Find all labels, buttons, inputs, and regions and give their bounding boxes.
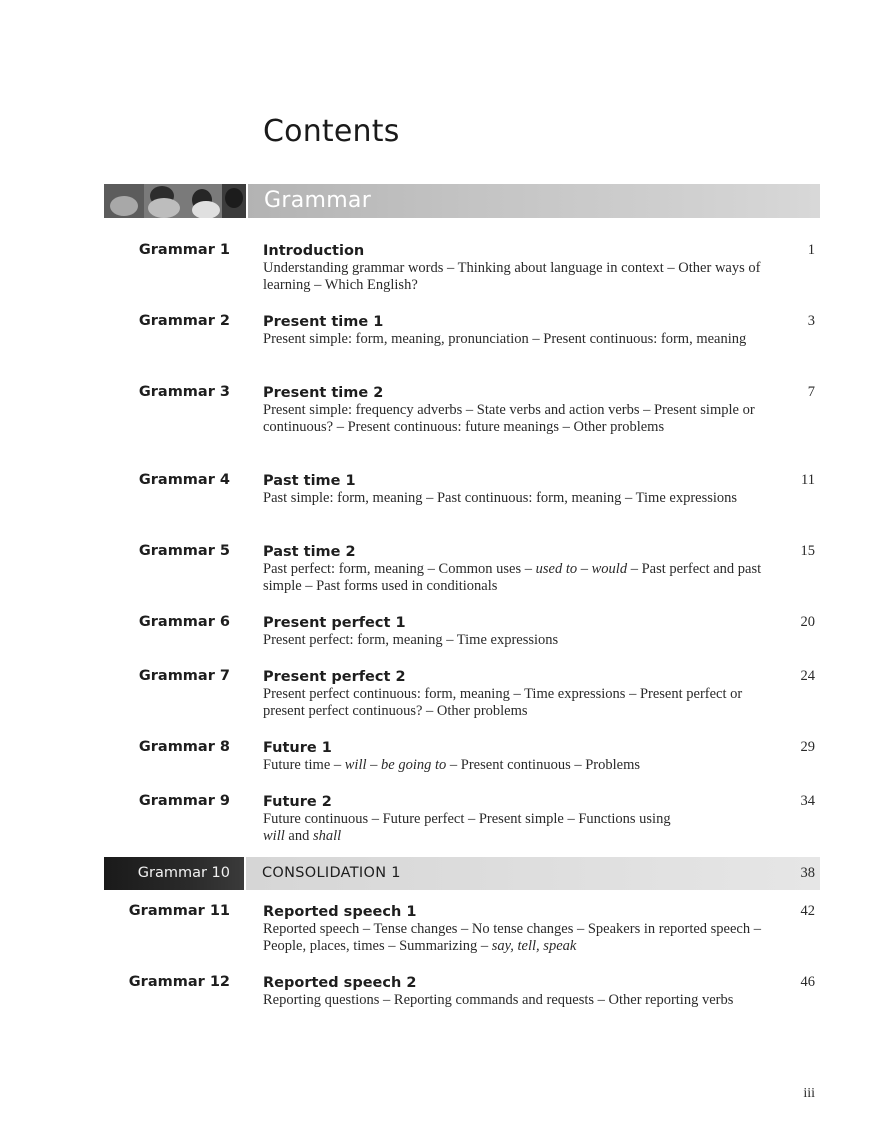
entry-body: [263, 242, 783, 294]
unit-number: Grammar 6: [138, 614, 230, 630]
entry-body: [263, 793, 783, 845]
section-heading: Grammar: [264, 188, 372, 213]
unit-number: Grammar 4: [138, 472, 230, 488]
unit-description: Present perfect: form, meaning – Time expressions: [263, 632, 559, 648]
page-number: 7: [807, 384, 815, 400]
page-number: 34: [800, 793, 815, 809]
unit-title: Present time 1: [263, 314, 384, 330]
desc-text: –: [577, 561, 592, 577]
unit-number: Grammar 2: [138, 313, 230, 329]
desc-italic: will: [263, 828, 285, 844]
unit-description: [263, 921, 783, 955]
entry-body: [263, 974, 783, 1009]
unit-number: Grammar 9: [138, 793, 230, 809]
folio-page-number: iii: [803, 1086, 815, 1101]
desc-text: –: [366, 757, 382, 773]
entry-body: [263, 472, 783, 507]
entry-body: [263, 543, 783, 595]
unit-number: Grammar 3: [138, 384, 230, 400]
consolidation-tab: [104, 857, 244, 890]
unit-title: Introduction: [263, 243, 365, 259]
consolidation-bar: [246, 857, 820, 890]
section-banner-grammar: [104, 184, 820, 218]
page-number: 38: [800, 865, 815, 881]
unit-title: Present time 2: [263, 385, 384, 401]
consolidation-row[interactable]: [104, 857, 820, 890]
unit-description: Present simple: form, meaning, pronunciation – Present continuous: form, meaning: [263, 331, 747, 347]
unit-title: Past time 2: [263, 544, 356, 560]
entry-body: [263, 903, 783, 955]
desc-italic: say, tell, speak: [491, 938, 577, 954]
unit-description: Past simple: form, meaning – Past continuous: form, meaning – Time expressions: [263, 490, 738, 506]
page-number: 24: [800, 668, 815, 684]
page-number: 11: [801, 472, 815, 488]
unit-description: Present perfect continuous: form, meaning – Time expressions – Present perfect or present perfect continuous? – Other problems: [263, 686, 743, 719]
unit-number: Grammar 8: [138, 739, 230, 755]
unit-title: Reported speech 2: [263, 975, 417, 991]
page-title: Contents: [263, 114, 400, 149]
page-number: 46: [800, 974, 815, 990]
unit-number: Grammar 1: [138, 242, 230, 258]
unit-description: [263, 561, 783, 595]
unit-number: Grammar 12: [128, 974, 230, 990]
desc-text: and: [284, 828, 313, 844]
desc-text: Future time –: [263, 757, 345, 773]
unit-description: Understanding grammar words – Thinking about language in context – Other ways of learning – Which English?: [263, 260, 761, 293]
unit-title: Future 1: [263, 740, 332, 756]
desc-text: Reported speech – Tense changes – No tense changes – Speakers in reported speech – People, places, times – Summarizing –: [263, 921, 761, 954]
unit-title: Present perfect 1: [263, 615, 406, 631]
page-number: 29: [800, 739, 815, 755]
desc-text: – Past perfect and past simple – Past forms used in conditionals: [263, 561, 762, 594]
desc-italic: be going to: [381, 757, 447, 773]
desc-italic: will: [344, 757, 367, 773]
unit-title: Past time 1: [263, 473, 356, 489]
page-number: 1: [807, 242, 815, 258]
unit-description: Reporting questions – Reporting commands and requests – Other reporting verbs: [263, 992, 734, 1008]
page-number: 42: [800, 903, 815, 919]
entry-body: [263, 384, 783, 436]
unit-description: [263, 811, 783, 845]
entry-body: [263, 668, 783, 720]
entry-body: [263, 739, 783, 774]
unit-description: [263, 757, 783, 774]
entry-body: [263, 313, 783, 348]
unit-number: Grammar 7: [138, 668, 230, 684]
page-number: 20: [800, 614, 815, 630]
desc-italic: would: [591, 561, 628, 577]
unit-title: Future 2: [263, 794, 332, 810]
page-number: 15: [800, 543, 815, 559]
unit-number: Grammar 11: [128, 903, 230, 919]
unit-title: Reported speech 1: [263, 904, 417, 920]
entry-body: [263, 614, 783, 649]
banner-photo-image: [104, 184, 246, 218]
page-number: 3: [807, 313, 815, 329]
unit-description: Present simple: frequency adverbs – State verbs and action verbs – Present simple or continuous? – Present continuous: future meanings – Other problems: [263, 402, 755, 435]
unit-number: Grammar 10: [137, 865, 230, 881]
desc-italic: used to: [535, 561, 578, 577]
banner-bar: [248, 184, 820, 218]
consolidation-title: CONSOLIDATION 1: [262, 865, 401, 881]
unit-number: Grammar 5: [138, 543, 230, 559]
unit-title: Present perfect 2: [263, 669, 406, 685]
desc-text: Past perfect: form, meaning – Common uses –: [263, 561, 536, 577]
desc-text: – Present continuous – Problems: [446, 757, 641, 773]
desc-italic: shall: [312, 828, 342, 844]
desc-text: Future continuous – Future perfect – Present simple – Functions using: [263, 811, 671, 827]
